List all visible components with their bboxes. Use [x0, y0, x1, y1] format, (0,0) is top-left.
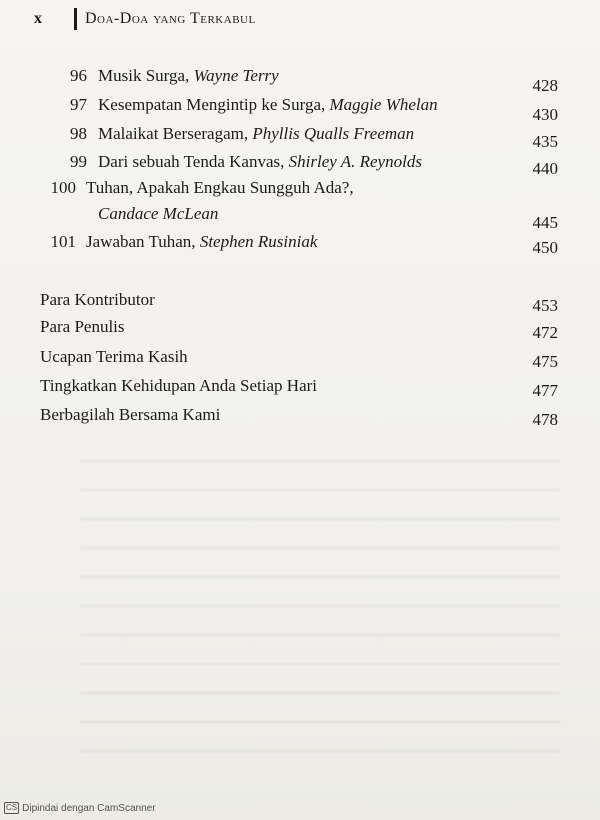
toc-entry — [0, 178, 600, 234]
entry-title: Para Kontributor — [40, 290, 155, 309]
entry-number: 99 — [70, 152, 87, 171]
entry-title: Ucapan Terima Kasih — [40, 347, 188, 366]
entry-title: Musik Surga, — [98, 66, 190, 85]
scanner-watermark — [4, 802, 156, 814]
entry-author: Maggie Whelan — [329, 95, 438, 114]
entry-number: 100 — [50, 178, 76, 197]
entry-page: 440 — [532, 159, 558, 178]
camscanner-icon: CS — [6, 803, 18, 812]
entry-number: 98 — [70, 124, 87, 143]
entry-title: Dari sebuah Tenda Kanvas, — [98, 152, 285, 171]
book-title: Doa-Doa yang Terkabul — [85, 10, 256, 27]
entry-page: 430 — [532, 105, 558, 124]
entry-page: 435 — [532, 132, 558, 151]
entry-page: 428 — [532, 76, 558, 95]
entry-author: Candace McLean — [98, 204, 219, 223]
entry-number: 101 — [50, 232, 76, 251]
entry-number: 96 — [70, 66, 87, 85]
entry-title: Berbagilah Bersama Kami — [40, 405, 221, 424]
watermark-text: Dipindai dengan CamScanner — [22, 802, 156, 814]
entry-page: 445 — [532, 213, 558, 232]
entry-page: 478 — [532, 410, 558, 429]
entry-title: Malaikat Berseragam, — [98, 124, 249, 143]
page-number: x — [34, 10, 42, 27]
entry-author: Stephen Rusiniak — [199, 232, 318, 251]
entry-page: 472 — [532, 323, 558, 342]
entry-author: Wayne Terry — [193, 66, 279, 85]
entry-page: 450 — [532, 238, 558, 257]
entry-page: 477 — [532, 381, 558, 400]
entry-page: 475 — [532, 352, 558, 371]
entry-author: Phyllis Qualls Freeman — [252, 124, 415, 143]
entry-title: Tuhan, Apakah Engkau Sungguh Ada?, — [86, 178, 354, 197]
entry-title: Tingkatkan Kehidupan Anda Setiap Hari — [40, 376, 317, 395]
entry-author: Shirley A. Reynolds — [288, 152, 422, 171]
entry-title: Para Penulis — [40, 317, 125, 336]
entry-number: 97 — [70, 95, 87, 114]
entry-title: Kesempatan Mengintip ke Surga, — [98, 95, 326, 114]
entry-title: Jawaban Tuhan, — [86, 232, 196, 251]
entry-page: 453 — [532, 296, 558, 315]
